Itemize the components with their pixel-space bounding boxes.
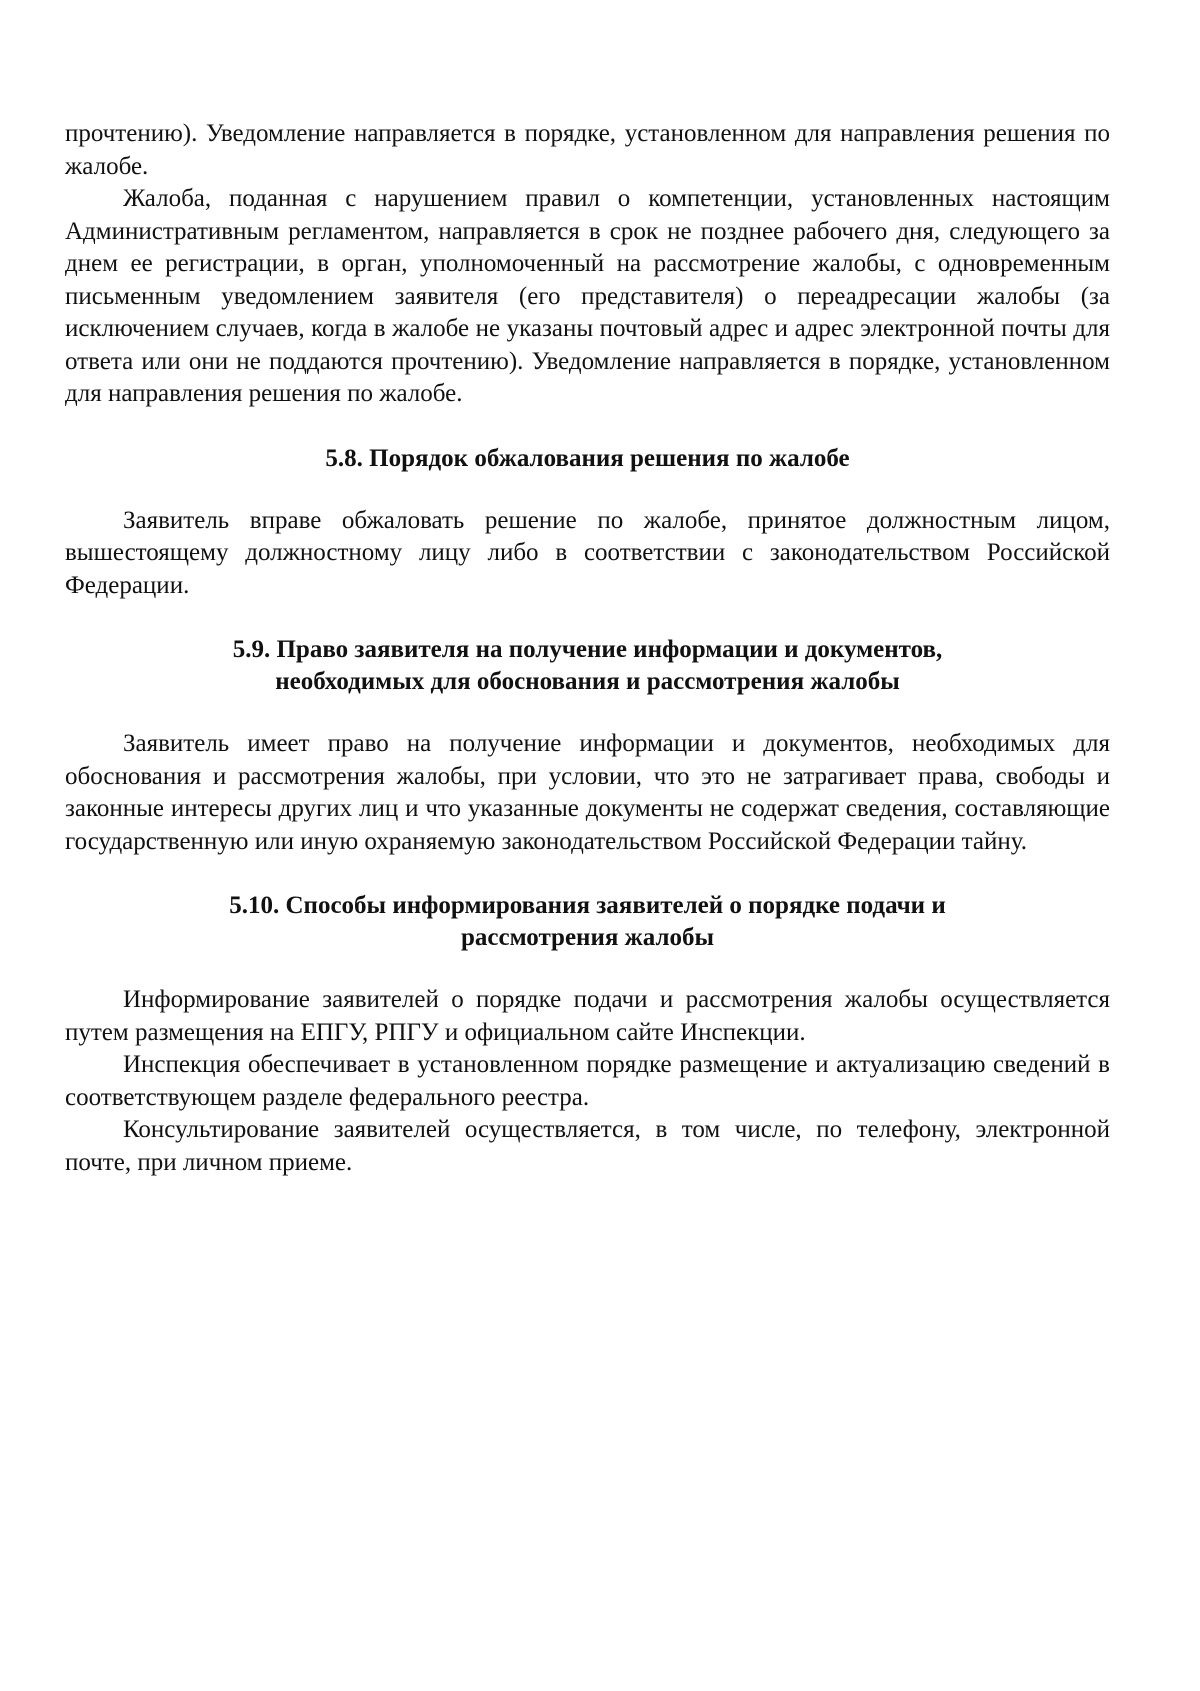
section-5-9-text: Заявитель имеет право на получение информации и документов, необходимых для обоснования и рассмотрения жалобы, при условии, что это не затрагивает права, свободы и законные интересы других лиц и что указанные документы не содержат сведения, составляющие государственную или иную охраняемую законодательством Российской Федерации тайну. [65,730,1110,855]
section-5-9-heading-line1: 5.9. Право заявителя на получение информации и документов, [232,636,943,663]
section-5-8-heading: 5.8. Порядок обжалования решения по жалобе [325,444,850,472]
document-body [65,118,1110,1179]
spacer [65,858,1110,890]
section-5-9-heading [65,634,1110,698]
spacer [65,475,1110,505]
spacer [65,954,1110,984]
section-5-9-heading-line2: необходимых для обоснования и рассмотрения жалобы [275,668,900,695]
spacer [65,698,1110,728]
section-5-10-heading [65,890,1110,954]
section-5-10-text-1: Информирование заявителей о порядке подачи и рассмотрения жалобы осуществляется путем размещения на ЕПГУ, РПГУ и официальном сайте Инспекции. [65,986,1110,1046]
section-5-10-heading-line1: 5.10. Способы информирования заявителей о порядке подачи и [229,892,946,919]
section-5-10-heading-line2: рассмотрения жалобы [460,924,715,951]
paragraph-intro: прочтению). Уведомление направляется в порядке, установленном для направления решения по жалобе. [65,120,1110,180]
section-5-10-text-2: Инспекция обеспечивает в установленном порядке размещение и актуализацию сведений в соответствующем разделе федерального реестра. [65,1051,1110,1111]
spacer [65,411,1110,443]
paragraph-complaint-redirect: Жалоба, поданная с нарушением правил о компетенции, установленных настоящим Административным регламентом, направляется в срок не позднее рабочего дня, следующего за днем ее регистрации, в орган, уполномоченный на рассмотрение жалобы, с одновременным письменным уведомлением заявителя (его представителя) о переадресации жалобы (за исключением случаев, когда в жалобе не указаны почтовый адрес и адрес электронной почты для ответа или они не поддаются прочтению). Уведомление направляется в порядке, установленном для направления решения по жалобе. [65,185,1110,407]
spacer [65,602,1110,634]
section-5-10-text-3: Консультирование заявителей осуществляется, в том числе, по телефону, электронной почте, при личном приеме. [65,1116,1110,1176]
section-5-8-text: Заявитель вправе обжаловать решение по жалобе, принятое должностным лицом, вышестоящему должностному лицу либо в соответствии с законодательством Российской Федерации. [65,506,1110,599]
